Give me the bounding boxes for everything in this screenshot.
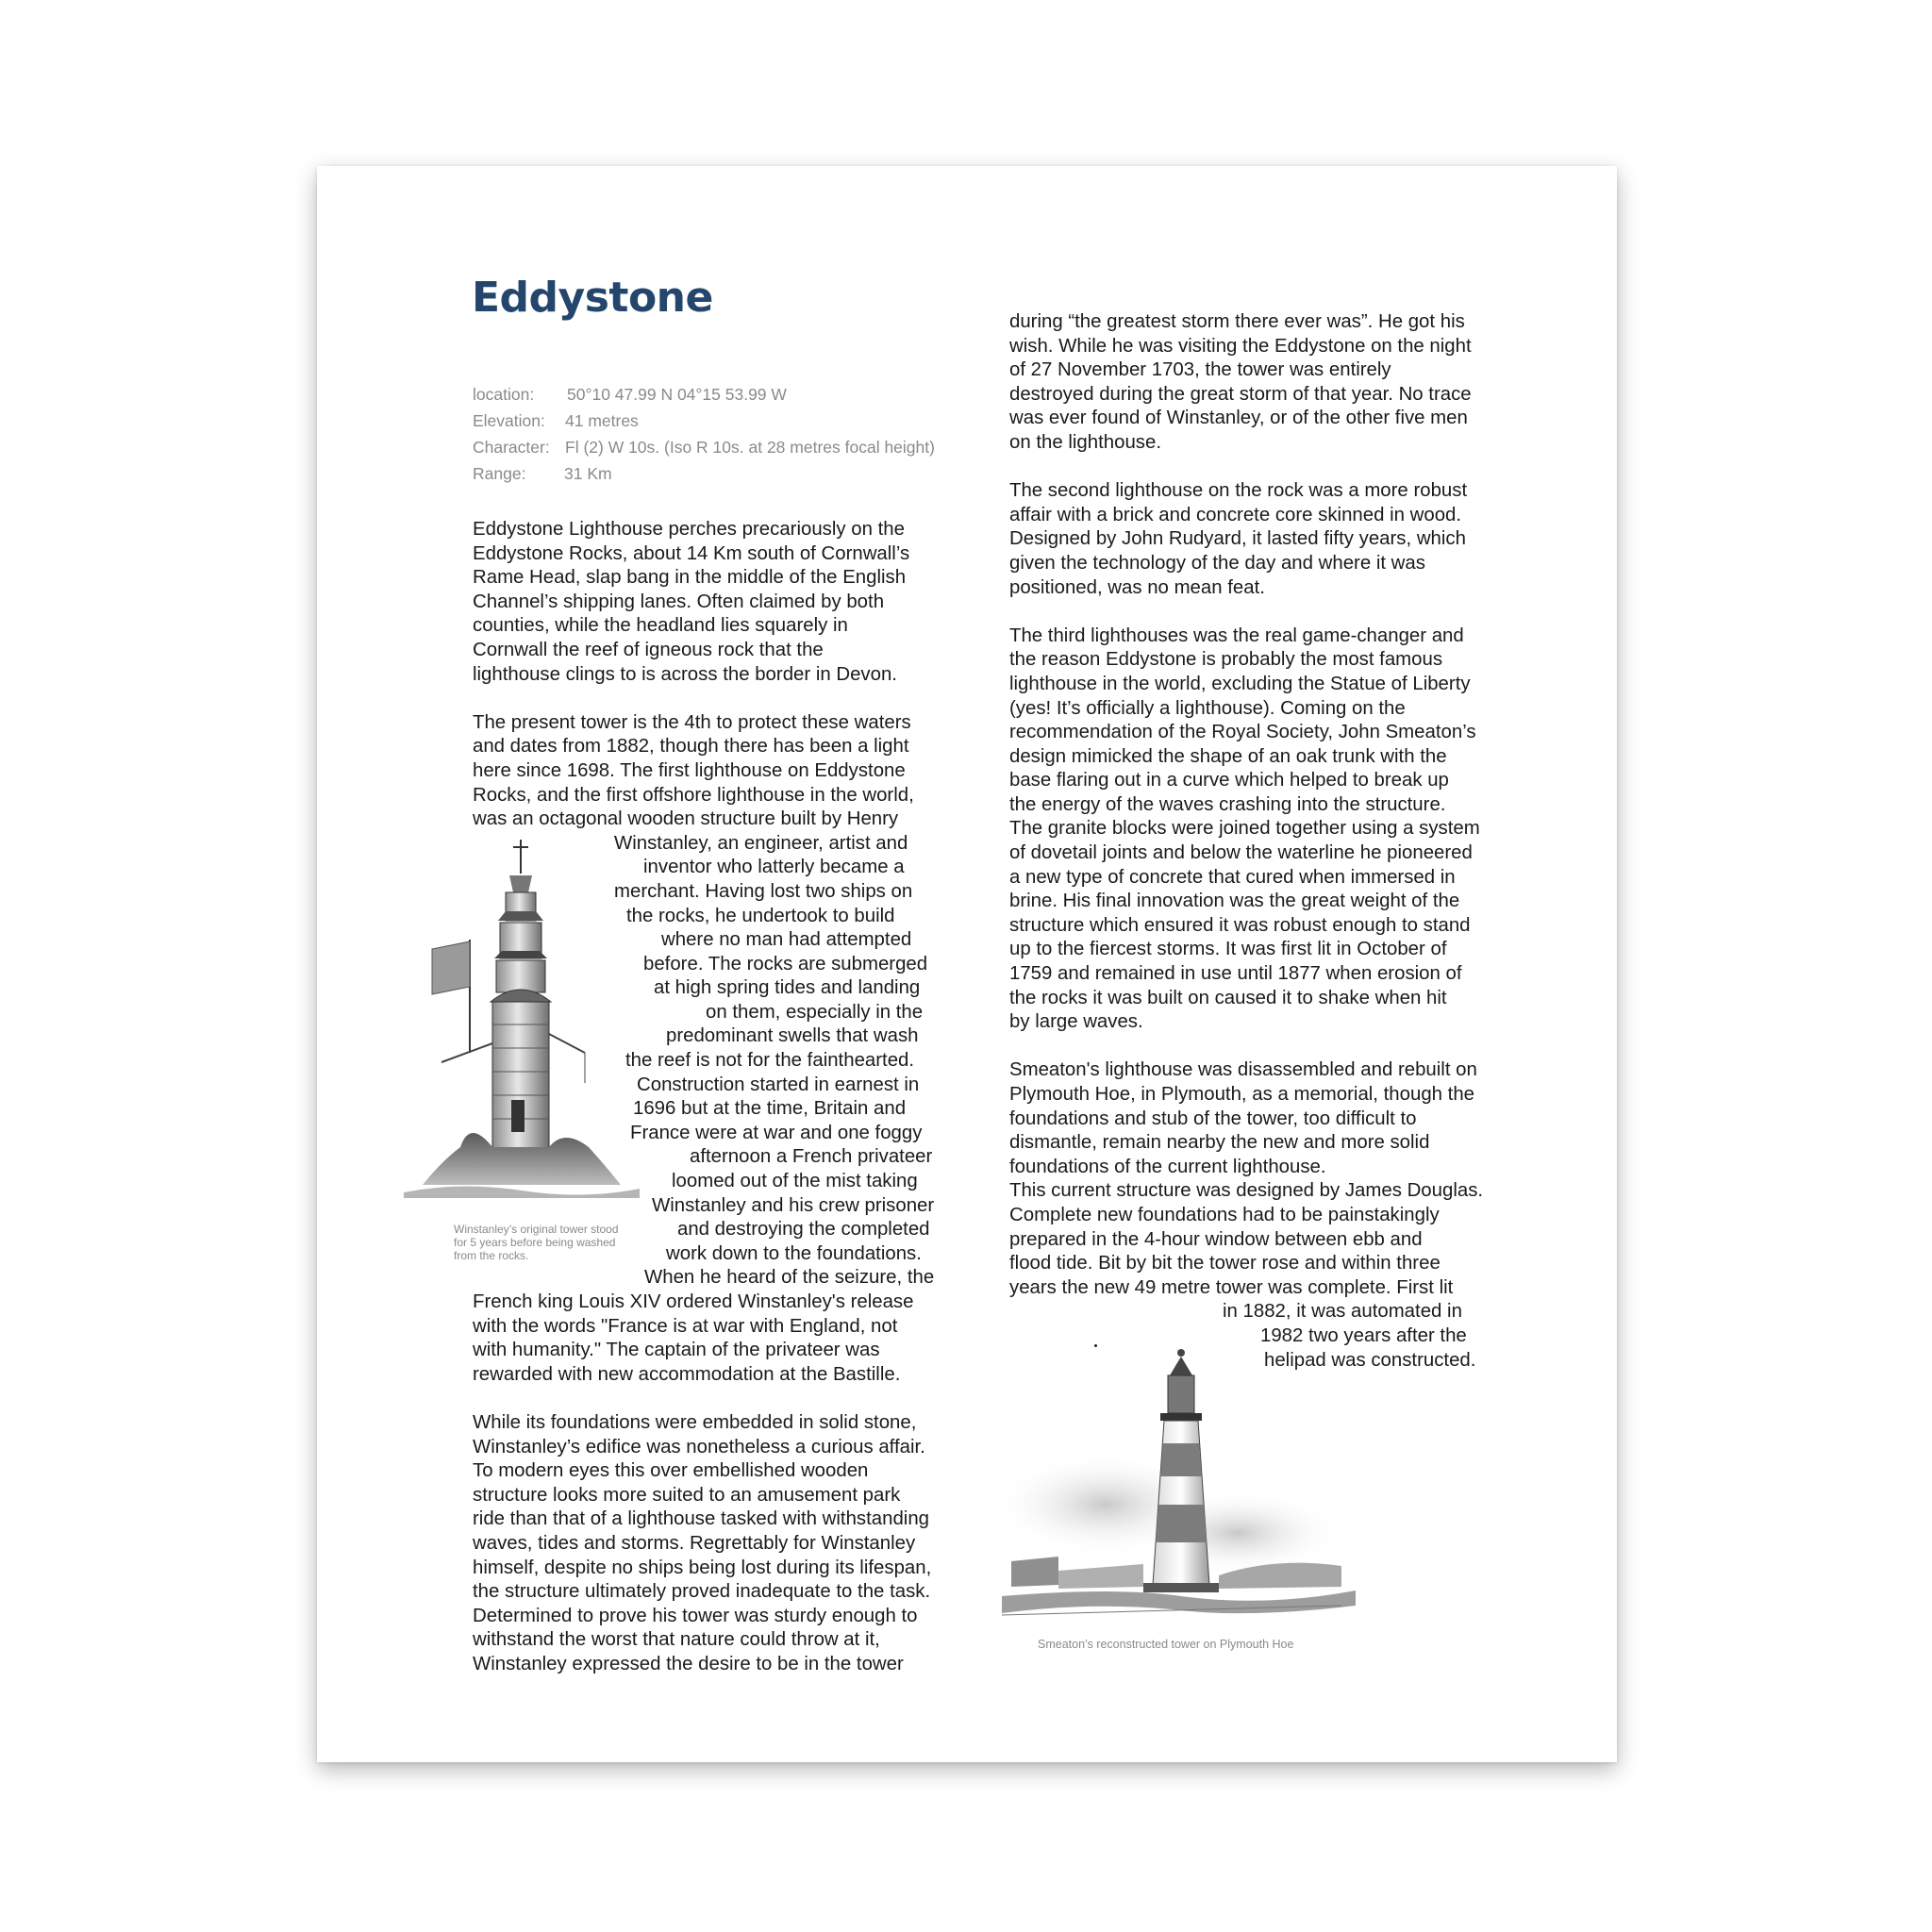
text-line: Rame Head, slap bang in the middle of the English: [473, 567, 907, 589]
text-line: Construction started in earnest in: [637, 1074, 920, 1095]
info-row-range: [473, 460, 935, 487]
text-line: foundations and stub of the tower, too difficult to: [1009, 1108, 1417, 1129]
info-value: 41 metres: [565, 411, 639, 430]
text-line: base flaring out in a curve which helped to break up: [1009, 770, 1449, 791]
info-value: 50°10 47.99 N 04°15 53.99 W: [567, 385, 787, 404]
text-line: on them, especially in the: [706, 1001, 924, 1023]
text-line: 1696 but at the time, Britain and: [633, 1098, 907, 1120]
info-row-character: [473, 434, 935, 460]
smeaton-tower-sketch-icon: [1002, 1340, 1356, 1627]
text-line: Determined to prove his tower was sturdy enough to: [473, 1605, 918, 1626]
info-value: 31 Km: [564, 464, 612, 483]
text-line: merchant. Having lost two ships on: [614, 880, 913, 902]
info-label: Character:: [473, 438, 550, 457]
text-line: brine. His final innovation was the great weight of the: [1009, 891, 1460, 912]
text-line: with humanity." The captain of the privateer was: [473, 1340, 880, 1361]
info-label: location:: [473, 385, 535, 404]
text-line: inventor who latterly became a: [643, 857, 905, 878]
info-label: Elevation:: [473, 411, 545, 430]
text-line: 1982 two years after the: [1260, 1324, 1467, 1346]
text-line: withstand the worst that nature could throw at it,: [473, 1629, 880, 1651]
text-line: was ever found of Winstanley, or of the other five men: [1009, 408, 1468, 429]
text-line: Winstanley and his crew prisoner: [652, 1194, 935, 1216]
text-line: 1759 and remained in use until 1877 when erosion of: [1009, 963, 1462, 985]
text-line: up to the fiercest storms. It was first lit in October of: [1009, 939, 1447, 960]
text-line: To modern eyes this over embellished wooden: [473, 1460, 869, 1482]
text-line: France were at war and one foggy: [630, 1122, 923, 1143]
paragraph-gap: [473, 687, 982, 711]
text-line: affair with a brick and concrete core skinned in wood.: [1009, 504, 1462, 525]
text-line: structure looks more suited to an amusement park: [473, 1484, 901, 1506]
text-line: years the new 49 metre tower was complete. First lit: [1009, 1276, 1454, 1298]
text-line: before. The rocks are submerged: [643, 953, 928, 974]
text-line: Smeaton's lighthouse was disassembled and rebuilt on: [1009, 1059, 1477, 1081]
text-line: Designed by John Rudyard, it lasted fifty years, which: [1009, 528, 1466, 550]
text-line: by large waves.: [1009, 1011, 1143, 1033]
text-line: Complete new foundations had to be painstakingly: [1009, 1204, 1440, 1225]
paragraph-gap: [1009, 456, 1538, 480]
text-line: given the technology of the day and where it was: [1009, 552, 1425, 574]
text-line: the rocks it was built on caused it to shake when hit: [1009, 987, 1447, 1008]
text-line: at high spring tides and landing: [654, 977, 921, 999]
text-line: and destroying the completed: [677, 1219, 930, 1241]
text-line: loomed out of the mist taking: [672, 1171, 918, 1192]
text-line: Winstanley’s edifice was nonetheless a curious affair.: [473, 1436, 925, 1457]
text-line: prepared in the 4-hour window between ebb and: [1009, 1228, 1423, 1250]
text-line: Rocks, and the first offshore lighthouse in the world,: [473, 784, 914, 806]
text-line: recommendation of the Royal Society, John Smeaton’s: [1009, 722, 1476, 743]
text-line: Winstanley expressed the desire to be in the tower: [473, 1653, 904, 1674]
text-line: Eddystone Lighthouse perches precariously on the: [473, 519, 905, 540]
text-line: design mimicked the shape of an oak trunk with the: [1009, 745, 1447, 767]
text-line: wish. While he was visiting the Eddystone on the night: [1009, 335, 1472, 357]
lighthouse-info: [473, 381, 935, 487]
paragraph-gap: [1009, 1035, 1538, 1059]
text-line: ride than that of a lighthouse tasked with withstanding: [473, 1508, 930, 1530]
text-line: the structure ultimately proved inadequate to the task.: [473, 1581, 931, 1603]
text-line: While its foundations were embedded in solid stone,: [473, 1411, 917, 1433]
text-line: lighthouse in the world, excluding the Statue of Liberty: [1009, 673, 1471, 694]
text-line: Cornwall the reef of igneous rock that the: [473, 639, 824, 660]
text-line: lighthouse clings to is across the border in Devon.: [473, 663, 897, 685]
text-line: of dovetail joints and below the waterline he pioneered: [1009, 842, 1473, 864]
text-line: Plymouth Hoe, in Plymouth, as a memorial, though the: [1009, 1084, 1475, 1105]
caption-line: for 5 years before being washed: [454, 1236, 616, 1249]
text-line: This current structure was designed by James Douglas.: [1009, 1180, 1484, 1202]
text-line: foundations of the current lighthouse.: [1009, 1156, 1326, 1177]
text-line: the reef is not for the fainthearted.: [625, 1050, 915, 1072]
text-line: French king Louis XIV ordered Winstanley's release: [473, 1291, 914, 1312]
smeaton-caption: Smeaton’s reconstructed tower on Plymouth Hoe: [1038, 1638, 1294, 1651]
text-line: Channel’s shipping lanes. Often claimed by both: [473, 591, 885, 612]
text-line: on the lighthouse.: [1009, 431, 1161, 453]
caption-line: from the rocks.: [454, 1249, 529, 1262]
text-line: Eddystone Rocks, about 14 Km south of Cornwall’s: [473, 542, 910, 564]
text-line: flood tide. Bit by bit the tower rose and within three: [1009, 1253, 1441, 1274]
text-line: positioned, was no mean feat.: [1009, 576, 1265, 598]
text-line: during “the greatest storm there ever was”. He got his: [1009, 311, 1465, 332]
text-line: The present tower is the 4th to protect these waters: [473, 711, 911, 733]
info-row-elevation: [473, 408, 935, 434]
paragraph-gap: [1009, 600, 1538, 625]
text-line: was an octagonal wooden structure built by Henry: [473, 808, 899, 830]
text-line: waves, tides and storms. Regrettably for Winstanley: [473, 1532, 916, 1554]
text-line: a new type of concrete that cured when immersed in: [1009, 866, 1456, 888]
text-line: and dates from 1882, though there has been a light: [473, 736, 909, 758]
body-column-right: [1009, 310, 1538, 1373]
text-line: Winstanley, an engineer, artist and: [614, 832, 908, 854]
text-line: predominant swells that wash: [666, 1025, 919, 1047]
text-line: in 1882, it was automated in: [1223, 1301, 1462, 1323]
paragraph-gap: [473, 1387, 982, 1411]
caption-line: Winstanley’s original tower stood: [454, 1223, 619, 1236]
text-line: the energy of the waves crashing into the structure.: [1009, 793, 1446, 815]
text-line: The granite blocks were joined together using a system: [1009, 818, 1480, 840]
winstanley-lighthouse-sketch-icon: [404, 836, 640, 1213]
text-line: (yes! It’s officially a lighthouse). Coming on the: [1009, 697, 1406, 719]
text-line: of 27 November 1703, the tower was entirely: [1009, 359, 1391, 381]
info-label: Range:: [473, 464, 526, 483]
text-line: rewarded with new accommodation at the Bastille.: [473, 1363, 901, 1385]
winstanley-caption: [454, 1223, 619, 1262]
text-line: himself, despite no ships being lost during its lifespan,: [473, 1557, 932, 1578]
text-line: helipad was constructed.: [1264, 1349, 1476, 1371]
text-line: structure which ensured it was robust enough to stand: [1009, 914, 1471, 936]
text-line: afternoon a French privateer: [690, 1146, 933, 1168]
text-line: the reason Eddystone is probably the most famous: [1009, 649, 1443, 671]
text-line: work down to the foundations.: [666, 1242, 922, 1264]
info-value: Fl (2) W 10s. (Iso R 10s. at 28 metres focal height): [565, 438, 935, 457]
text-line: When he heard of the seizure, the: [644, 1267, 935, 1289]
text-line: destroyed during the great storm of that year. No trace: [1009, 383, 1472, 405]
text-line: dismantle, remain nearby the new and more solid: [1009, 1132, 1430, 1154]
text-line: where no man had attempted: [661, 929, 912, 951]
info-row-location: [473, 381, 935, 408]
text-line: here since 1698. The first lighthouse on Eddystone: [473, 759, 906, 781]
text-line: The third lighthouses was the real game-changer and: [1009, 625, 1464, 646]
text-line: The second lighthouse on the rock was a more robust: [1009, 480, 1468, 502]
text-line: with the words "France is at war with England, not: [473, 1315, 898, 1337]
text-line: counties, while the headland lies squarely in: [473, 615, 848, 637]
page-title: Eddystone: [472, 274, 713, 322]
text-line: the rocks, he undertook to build: [626, 905, 895, 926]
